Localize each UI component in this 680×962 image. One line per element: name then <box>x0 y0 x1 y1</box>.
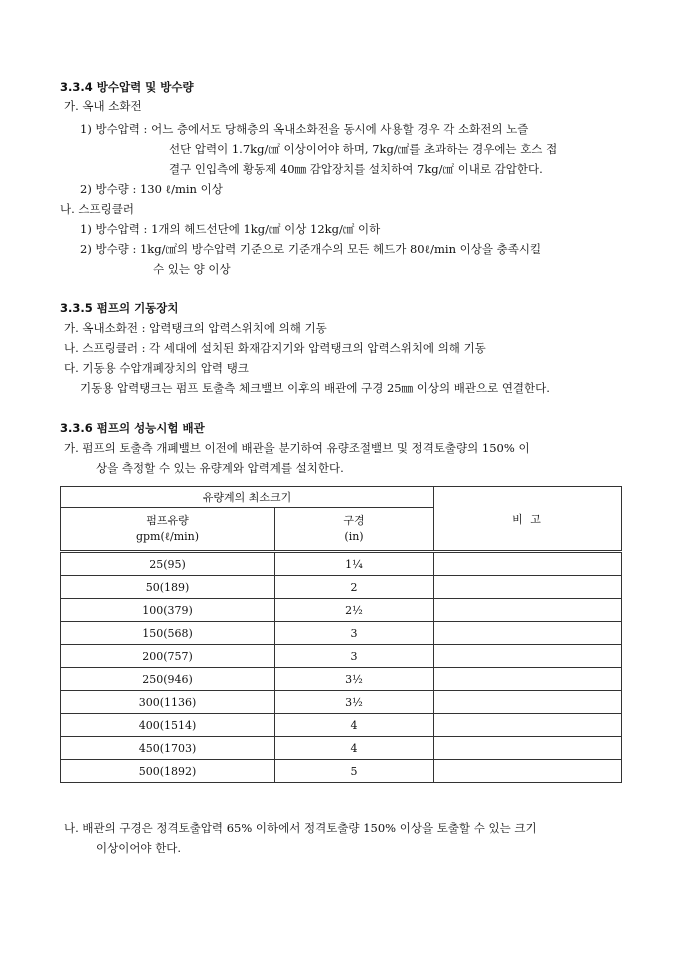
cell-remark <box>434 645 622 668</box>
table-row <box>61 645 622 668</box>
cell-flow: 100(379) <box>61 599 275 622</box>
cell-flow: 500(1892) <box>61 760 275 783</box>
cell-flow: 50(189) <box>61 576 275 599</box>
cell-size: 1¼ <box>275 552 434 576</box>
cell-size: 2 <box>275 576 434 599</box>
cell-flow: 25(95) <box>61 552 275 576</box>
item-na-pipe-diameter-line1: 나. 배관의 구경은 정격토출압력 65% 이하에서 정격토출량 150% 이상을 토출할 수 있는 크기 <box>64 821 537 835</box>
cell-flow: 450(1703) <box>61 737 275 760</box>
cell-size: 3½ <box>275 691 434 714</box>
cell-remark <box>434 622 622 645</box>
cell-flow: 150(568) <box>61 622 275 645</box>
table-row <box>61 691 622 714</box>
section-heading-3-3-4: 3.3.4 방수압력 및 방수량 <box>60 80 194 94</box>
item-da-body: 기동용 압력탱크는 펌프 토출측 체크밸브 이후의 배관에 구경 25㎜ 이상의 배관으로 연결한다. <box>80 381 550 395</box>
item-ga-hydrant-start: 가. 옥내소화전 : 압력탱크의 압력스위치에 의해 기동 <box>64 321 327 335</box>
cell-size: 3½ <box>275 668 434 691</box>
cell-remark <box>434 714 622 737</box>
item-discharge-pressure-line3: 결구 인입측에 황동제 40㎜ 감압장치를 설치하여 7kg/㎠ 이내로 감압한다. <box>169 162 543 176</box>
cell-remark <box>434 737 622 760</box>
cell-remark <box>434 668 622 691</box>
cell-flow: 250(946) <box>61 668 275 691</box>
table-header-diameter-line1: 구경 <box>343 514 365 527</box>
cell-flow: 300(1136) <box>61 691 275 714</box>
cell-remark <box>434 599 622 622</box>
item-na-pipe-diameter-line2: 이상이어야 한다. <box>96 841 182 855</box>
table-header-pump-flow-line1: 펌프유량 <box>146 514 189 527</box>
table-header-diameter <box>275 508 434 552</box>
table-header-diameter-line2: (in) <box>344 530 364 543</box>
cell-flow: 400(1514) <box>61 714 275 737</box>
table-header-remarks: 비 고 <box>434 487 622 552</box>
table-header-pump-flow-line2: gpm(ℓ/min) <box>135 530 200 543</box>
flowmeter-size-table <box>60 486 622 783</box>
table-row <box>61 622 622 645</box>
section-heading-3-3-5: 3.3.5 펌프의 기동장치 <box>60 301 179 315</box>
cell-size: 4 <box>275 737 434 760</box>
table-row <box>61 737 622 760</box>
cell-remark <box>434 552 622 576</box>
item-ga-test-piping-line1: 가. 펌프의 토출측 개폐밸브 이전에 배관을 분기하여 유량조절밸브 및 정격토출량의 150% 이 <box>64 441 530 455</box>
item-discharge-volume: 2) 방수량 : 130 ℓ/min 이상 <box>80 182 223 196</box>
cell-flow: 200(757) <box>61 645 275 668</box>
table-row <box>61 714 622 737</box>
item-ga-indoor-hydrant: 가. 옥내 소화전 <box>64 99 142 113</box>
item-sprinkler-pressure: 1) 방수압력 : 1개의 헤드선단에 1kg/㎠ 이상 12kg/㎠ 이하 <box>80 222 381 236</box>
item-discharge-pressure-line1: 1) 방수압력 : 어느 층에서도 당해층의 옥내소화전을 동시에 사용할 경우 각 소화전의 노즐 <box>80 122 529 136</box>
cell-remark <box>434 576 622 599</box>
item-na-sprinkler: 나. 스프링클러 <box>60 202 134 216</box>
item-ga-test-piping-line2: 상을 측정할 수 있는 유량계와 압력계를 설치한다. <box>96 461 344 475</box>
table-row <box>61 576 622 599</box>
table-row <box>61 760 622 783</box>
item-sprinkler-volume-line1: 2) 방수량 : 1kg/㎠의 방수압력 기준으로 기준개수의 모든 헤드가 80ℓ/min 이상을 충족시킬 <box>80 242 542 256</box>
table-row <box>61 668 622 691</box>
cell-remark <box>434 760 622 783</box>
section-heading-3-3-6: 3.3.6 펌프의 성능시험 배관 <box>60 421 205 435</box>
table-row <box>61 599 622 622</box>
item-na-sprinkler-start: 나. 스프링클러 : 각 세대에 설치된 화재감지기와 압력탱크의 압력스위치에 의해 기동 <box>64 341 486 355</box>
table-group-header: 유량계의 최소크기 <box>61 487 434 508</box>
table-row <box>61 552 622 576</box>
cell-size: 4 <box>275 714 434 737</box>
item-da-pressure-tank: 다. 기동용 수압개폐장치의 압력 탱크 <box>64 361 249 375</box>
item-sprinkler-volume-line2: 수 있는 양 이상 <box>153 262 231 276</box>
cell-size: 5 <box>275 760 434 783</box>
cell-size: 3 <box>275 622 434 645</box>
table-header-pump-flow <box>61 508 275 552</box>
cell-size: 2½ <box>275 599 434 622</box>
cell-size: 3 <box>275 645 434 668</box>
cell-remark <box>434 691 622 714</box>
item-discharge-pressure-line2: 선단 압력이 1.7kg/㎠ 이상이어야 하며, 7kg/㎠를 초과하는 경우에는 호스 접 <box>169 142 558 156</box>
